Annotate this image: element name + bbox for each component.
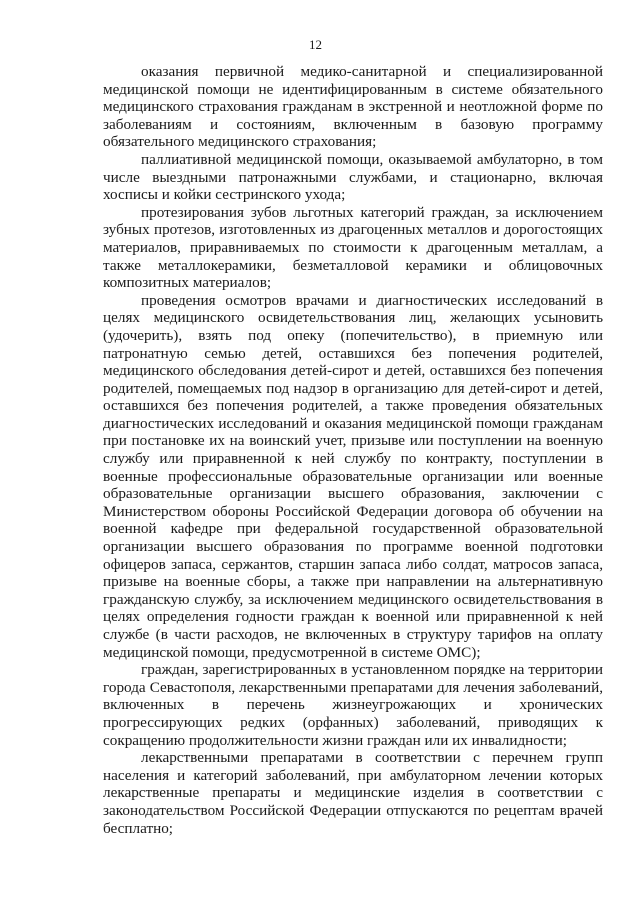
paragraph-medical-examinations: проведения осмотров врачами и диагностических исследований в целях медицинского освидетельствования лиц, желающих усыновить (удочерить), взять под опеку (попечительство), в приемную или патронатную семью детей, оставшихся без попечения родителей, медицинского обследования детей-сирот и детей, оставшихся без попечения родителей, помещаемых под надзор в организацию для детей-сирот и детей, оставшихся без попечения родителей, а также проведения обязательных диагностических исследований и оказания медицинской помощи гражданам при постановке их на воинский учет, призыве или поступлении на военную службу или приравненной к ней службу по контракту, поступлении в военные профессиональные образовательные организации или военные образовательные организации высшего образования, заключении с Министерством обороны Российской Федерации договора об обучении на военной кафедре при федеральной государственной образовательной организации высшего образования по программе военной подготовки офицеров запаса, сержантов, старшин запаса либо солдат, матросов запаса, призыве на военные сборы, а также при направлении на альтернативную гражданскую службу, за исключением медицинского освидетельствования в целях определения годности граждан к военной или приравненной к ней службе (в части расходов, не включенных в структуру тарифов на оплату медицинской помощи, предусмотренной в системе ОМС); (103, 291, 603, 661)
paragraph-primary-care: оказания первичной медико-санитарной и специализированной медицинской помощи не идентифицированным в системе обязательного медицинского страхования гражданам в экстренной и неотложной форме по заболеваниям и состояниям, включенным в базовую программу обязательного медицинского страхования; (103, 63, 603, 151)
paragraph-orphan-diseases: граждан, зарегистрированных в установленном порядке на территории города Севастополя, лекарственными препаратами для лечения заболеваний, включенных в перечень жизнеугрожающих и хронических прогрессирующих редких (орфанных) заболеваний, приводящих к сокращению продолжительности жизни граждан или их инвалидности; (103, 661, 603, 749)
body-text (103, 63, 603, 837)
paragraph-palliative-care: паллиативной медицинской помощи, оказываемой амбулаторно, в том числе выездными патронажными службами, и стационарно, включая хосписы и койки сестринского ухода; (103, 150, 603, 204)
paragraph-dental-prosthetics: протезирования зубов льготных категорий граждан, за исключением зубных протезов, изготовленных из драгоценных металлов и дорогостоящих материалов, приравниваемых по стоимости к драгоценным металлам, а также металлокерамики, безметалловой керамики и облицовочных композитных материалов; (103, 203, 603, 292)
page-number: 12 (309, 37, 322, 52)
paragraph-free-medicines: лекарственными препаратами в соответствии с перечнем групп населения и категорий заболеваний, при амбулаторном лечении которых лекарственные препараты и медицинские изделия в соответствии с законодательством Российской Федерации отпускаются по рецептам врачей бесплатно; (103, 749, 603, 837)
